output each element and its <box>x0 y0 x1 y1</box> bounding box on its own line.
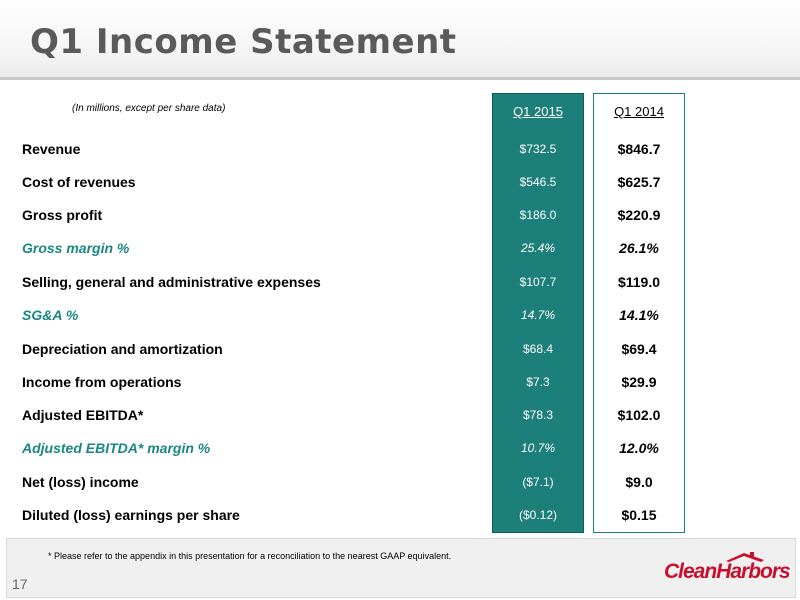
slide-header <box>0 0 800 78</box>
value-q1-2014: $0.15 <box>621 507 657 523</box>
value-q1-2014: $9.0 <box>625 474 653 490</box>
row-label: Revenue <box>22 141 81 157</box>
row-label: Income from operations <box>22 374 182 390</box>
row-label: Depreciation and amortization <box>22 341 223 357</box>
units-note: (In millions, except per share data) <box>72 103 226 114</box>
value-q1-2014: 12.0% <box>619 440 659 456</box>
page-title: Q1 Income Statement <box>30 22 457 62</box>
value-q1-2014: 26.1% <box>619 240 659 256</box>
row-label: Net (loss) income <box>22 474 139 490</box>
table-row-income-from-operations <box>0 372 800 392</box>
row-label: Diluted (loss) earnings per share <box>22 507 240 523</box>
value-q1-2015: 14.7% <box>520 308 556 322</box>
row-label: Gross margin % <box>22 240 130 256</box>
row-label: SG&A % <box>22 307 79 323</box>
page-number: 17 <box>12 576 28 592</box>
company-logo <box>664 550 790 586</box>
table-row-diluted-eps <box>0 505 800 525</box>
value-q1-2015: 10.7% <box>520 441 556 455</box>
value-q1-2015: $7.3 <box>526 375 550 389</box>
value-q1-2015: $186.0 <box>519 208 557 222</box>
value-q1-2014: $69.4 <box>621 341 657 357</box>
value-q1-2014: $846.7 <box>617 141 661 157</box>
value-q1-2015: $546.5 <box>519 175 557 189</box>
value-q1-2014: $119.0 <box>617 274 661 290</box>
table-row-sga-expenses <box>0 272 800 292</box>
value-q1-2014: $29.9 <box>621 374 657 390</box>
value-q1-2014: 14.1% <box>619 307 659 323</box>
row-label: Adjusted EBITDA* margin % <box>22 440 211 456</box>
table-row-depreciation <box>0 339 800 359</box>
value-q1-2014: $625.7 <box>617 174 661 190</box>
value-q1-2015: $78.3 <box>522 408 554 422</box>
value-q1-2015: 25.4% <box>520 241 556 255</box>
table-row-gross-margin <box>0 238 800 258</box>
footnote: * Please refer to the appendix in this presentation for a reconciliation to the nearest GAAP equivalent. <box>48 551 452 561</box>
value-q1-2015: $107.7 <box>519 275 557 289</box>
table-row-adjusted-ebitda <box>0 405 800 425</box>
value-q1-2014: $102.0 <box>617 407 661 423</box>
row-label: Adjusted EBITDA* <box>22 407 144 423</box>
value-q1-2015: $68.4 <box>522 342 554 356</box>
table-row-net-income <box>0 472 800 492</box>
table-row-revenue <box>0 139 800 159</box>
value-q1-2015: ($0.12) <box>518 508 558 522</box>
header-divider <box>0 77 800 80</box>
value-q1-2014: $220.9 <box>617 207 661 223</box>
column-header-q1-2014: Q1 2014 <box>614 104 664 119</box>
table-row-sga-percent <box>0 305 800 325</box>
value-q1-2015: ($7.1) <box>522 475 554 489</box>
table-row-adjusted-ebitda-margin <box>0 438 800 458</box>
row-label: Selling, general and administrative expenses <box>22 274 321 290</box>
table-row-gross-profit <box>0 205 800 225</box>
logo-wordmark: CleanHarbors <box>664 560 790 583</box>
row-label: Cost of revenues <box>22 174 136 190</box>
value-q1-2015: $732.5 <box>519 142 557 156</box>
table-row-cost-of-revenues <box>0 172 800 192</box>
column-header-q1-2015: Q1 2015 <box>513 104 563 119</box>
row-label: Gross profit <box>22 207 103 223</box>
